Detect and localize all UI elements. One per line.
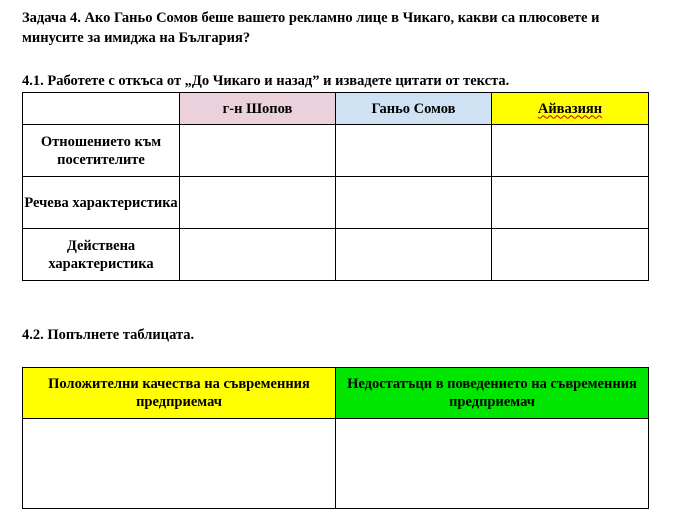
task-title: Задача 4. Ако Ганьо Сомов беше вашето рекламно лице в Чикаго, какви са плюсовете и минусите за имиджа на България? — [22, 10, 600, 46]
table-row — [23, 177, 649, 229]
section-2-heading: 4.2. Попълнете таблицата. — [22, 327, 195, 343]
qualities-table-header-row — [23, 368, 649, 419]
row-label-attitude: Отношението към посетителите — [23, 125, 180, 177]
row-label-speech: Речева характеристика — [23, 177, 180, 229]
ayvaziyan-label: Айвазиян — [537, 100, 603, 117]
section-1-heading: 4.1. Работете с откъса от „До Чикаго и назад” и извадете цитати от текста. — [22, 73, 510, 89]
header-cell-empty — [23, 93, 180, 125]
header-cell-positive-qualities: Положителни качества на съвременния предприемач — [23, 368, 336, 419]
table-row — [23, 125, 649, 177]
table-row — [23, 419, 649, 509]
answer-cell[interactable] — [180, 125, 336, 177]
quotes-table-header-row — [23, 93, 649, 125]
answer-cell[interactable] — [180, 177, 336, 229]
answer-cell[interactable] — [492, 177, 649, 229]
header-cell-ayvaziyan — [492, 93, 649, 125]
answer-cell[interactable] — [23, 419, 336, 509]
header-cell-shopov: г-н Шопов — [180, 93, 336, 125]
header-cell-ganyo-somov: Ганьо Сомов — [336, 93, 492, 125]
header-cell-shortcomings: Недостатъци в поведението на съвременния предприемач — [336, 368, 649, 419]
answer-cell[interactable] — [180, 229, 336, 281]
answer-cell[interactable] — [336, 419, 649, 509]
answer-cell[interactable] — [492, 229, 649, 281]
row-label-action: Действена характеристика — [23, 229, 180, 281]
answer-cell[interactable] — [336, 229, 492, 281]
answer-cell[interactable] — [336, 125, 492, 177]
answer-cell[interactable] — [336, 177, 492, 229]
qualities-table — [22, 367, 649, 509]
quotes-table — [22, 92, 649, 281]
answer-cell[interactable] — [492, 125, 649, 177]
table-row — [23, 229, 649, 281]
